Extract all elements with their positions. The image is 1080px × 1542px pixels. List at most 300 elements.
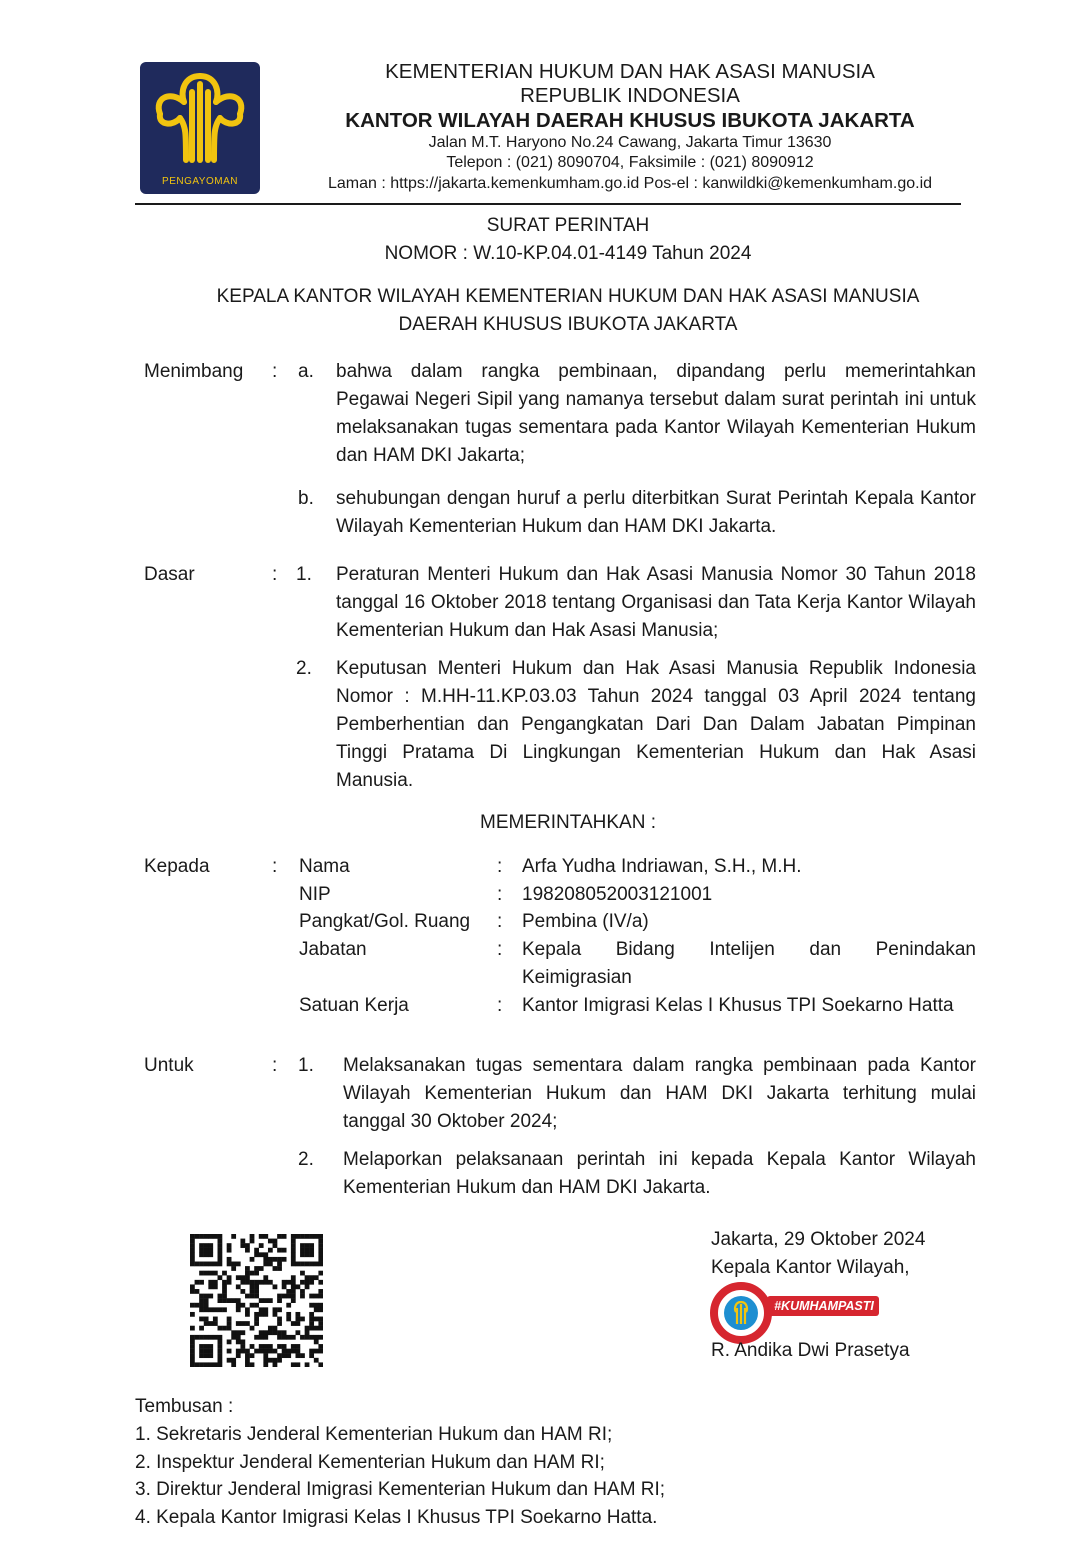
- qr-module: [314, 1326, 319, 1331]
- qr-module: [240, 1349, 245, 1354]
- qr-module: [218, 1353, 223, 1358]
- qr-module: [318, 1349, 323, 1354]
- dasar-item-1: [336, 561, 976, 645]
- qr-module: [300, 1317, 305, 1322]
- qr-module: [222, 1326, 227, 1331]
- qr-module: [309, 1262, 314, 1267]
- qr-module: [250, 1362, 255, 1367]
- qr-module: [190, 1362, 195, 1367]
- qr-module: [227, 1275, 232, 1280]
- qr-module: [268, 1349, 273, 1354]
- qr-module: [222, 1298, 227, 1303]
- qr-module: [208, 1294, 213, 1299]
- qr-module: [273, 1362, 278, 1367]
- qr-module: [213, 1271, 218, 1276]
- item-marker: 2.: [296, 658, 312, 679]
- country-name: REPUBLIK INDONESIA: [520, 84, 740, 107]
- qr-module: [318, 1294, 323, 1299]
- qr-module: [263, 1312, 268, 1317]
- item-marker: a.: [298, 361, 314, 382]
- tembusan-item: 4. Kepala Kantor Imigrasi Kelas I Khusus TPI Soekarno Hatta.: [135, 1507, 658, 1528]
- colon: :: [497, 995, 503, 1016]
- qr-module: [273, 1312, 278, 1317]
- qr-module: [204, 1307, 209, 1312]
- qr-module: [195, 1280, 200, 1285]
- qr-module: [314, 1349, 319, 1354]
- qr-module: [277, 1257, 282, 1262]
- qr-module: [305, 1262, 310, 1267]
- qr-module: [263, 1358, 268, 1363]
- text-line: Melaporkan pelaksanaan perintah ini kepada Kepala Kantor Wilayah: [343, 1149, 976, 1170]
- qr-module: [282, 1330, 287, 1335]
- qr-module: [282, 1234, 287, 1239]
- qr-module: [277, 1317, 282, 1322]
- text-line: Wilayah Kementerian Hukum dan HAM DKI Jakarta terhitung mulai: [343, 1083, 976, 1104]
- qr-module: [199, 1344, 204, 1349]
- qr-module: [305, 1248, 310, 1253]
- field-label-satuan-kerja: Satuan Kerja: [299, 995, 409, 1016]
- qr-module: [240, 1321, 245, 1326]
- qr-module: [218, 1262, 223, 1267]
- qr-module: [273, 1243, 278, 1248]
- qr-module: [286, 1294, 291, 1299]
- qr-module: [282, 1294, 287, 1299]
- qr-module: [254, 1271, 259, 1276]
- qr-module: [277, 1358, 282, 1363]
- qr-module: [190, 1289, 195, 1294]
- qr-module: [245, 1307, 250, 1312]
- qr-module: [213, 1335, 218, 1340]
- qr-module: [199, 1280, 204, 1285]
- qr-module: [190, 1344, 195, 1349]
- text-line: Kementerian Hukum dan Hak Asasi Manusia;: [336, 620, 719, 641]
- qr-module: [259, 1298, 264, 1303]
- qr-module: [208, 1349, 213, 1354]
- qr-module: [309, 1294, 314, 1299]
- qr-module: [245, 1266, 250, 1271]
- qr-module: [208, 1353, 213, 1358]
- qr-module: [291, 1252, 296, 1257]
- text-line: Peraturan Menteri Hukum dan Hak Asasi Manusia Nomor 30 Tahun 2018: [336, 564, 976, 585]
- qr-module: [240, 1344, 245, 1349]
- qr-module: [318, 1234, 323, 1239]
- item-marker: 1.: [298, 1055, 314, 1076]
- qr-module: [250, 1344, 255, 1349]
- qr-module: [231, 1330, 236, 1335]
- qr-module: [263, 1307, 268, 1312]
- colon: :: [497, 856, 503, 877]
- qr-module: [227, 1248, 232, 1253]
- qr-module: [282, 1257, 287, 1262]
- colon: :: [272, 564, 278, 585]
- qr-module: [286, 1312, 291, 1317]
- qr-module: [318, 1303, 323, 1308]
- qr-module: [254, 1335, 259, 1340]
- qr-module: [240, 1239, 245, 1244]
- item-marker: 1.: [296, 564, 312, 585]
- tembusan-item: 3. Direktur Jenderal Imigrasi Kementerian Hukum dan HAM RI;: [135, 1479, 666, 1500]
- qr-module: [282, 1353, 287, 1358]
- qr-module: [277, 1353, 282, 1358]
- qr-module: [263, 1275, 268, 1280]
- qr-module: [314, 1307, 319, 1312]
- qr-module: [227, 1243, 232, 1248]
- qr-module: [204, 1262, 209, 1267]
- qr-module: [259, 1344, 264, 1349]
- qr-module: [236, 1321, 241, 1326]
- qr-module: [195, 1303, 200, 1308]
- qr-module: [190, 1252, 195, 1257]
- qr-module: [259, 1266, 264, 1271]
- qr-module: [231, 1335, 236, 1340]
- field-value-satuan-kerja: Kantor Imigrasi Kelas I Khusus TPI Soekarno Hatta: [522, 995, 954, 1016]
- qr-module: [263, 1349, 268, 1354]
- qr-module: [227, 1298, 232, 1303]
- qr-module: [236, 1275, 241, 1280]
- qr-module: [240, 1275, 245, 1280]
- qr-module: [190, 1312, 195, 1317]
- qr-module: [254, 1284, 259, 1289]
- qr-module: [273, 1307, 278, 1312]
- qr-module: [309, 1326, 314, 1331]
- qr-module: [227, 1326, 232, 1331]
- untuk-item-2: [343, 1146, 976, 1202]
- qr-module: [204, 1252, 209, 1257]
- qr-module: [277, 1298, 282, 1303]
- qr-module: [245, 1271, 250, 1276]
- qr-module: [273, 1257, 278, 1262]
- text-line: dan HAM DKI Jakarta;: [336, 445, 526, 466]
- qr-module: [218, 1294, 223, 1299]
- qr-module: [291, 1289, 296, 1294]
- qr-module: [227, 1317, 232, 1322]
- qr-module: [309, 1252, 314, 1257]
- text-line: tanggal 30 Oktober 2024;: [343, 1111, 558, 1132]
- signature-position: Kepala Kantor Wilayah,: [711, 1257, 910, 1278]
- qr-module: [199, 1303, 204, 1308]
- qr-module: [204, 1271, 209, 1276]
- qr-module: [190, 1248, 195, 1253]
- qr-module: [295, 1330, 300, 1335]
- stamp-caption: #KUMHAMPASTI: [774, 1299, 874, 1313]
- qr-module: [204, 1294, 209, 1299]
- qr-module: [218, 1339, 223, 1344]
- qr-module: [254, 1252, 259, 1257]
- text-line: Melaksanakan tugas sementara dalam rangka pembinaan pada Kantor: [343, 1055, 976, 1076]
- tembusan-item: 1. Sekretaris Jenderal Kementerian Hukum dan HAM RI;: [135, 1424, 613, 1445]
- qr-module: [231, 1362, 236, 1367]
- qr-module: [318, 1317, 323, 1322]
- qr-module: [300, 1243, 305, 1248]
- colon: :: [497, 884, 503, 905]
- qr-module: [227, 1339, 232, 1344]
- qr-module: [309, 1312, 314, 1317]
- qr-module: [295, 1344, 300, 1349]
- section-label-dasar: Dasar: [144, 564, 195, 585]
- qr-module: [227, 1321, 232, 1326]
- qr-module: [291, 1257, 296, 1262]
- qr-module: [263, 1262, 268, 1267]
- qr-module: [208, 1262, 213, 1267]
- qr-module: [208, 1248, 213, 1253]
- qr-module: [273, 1239, 278, 1244]
- section-label-untuk: Untuk: [144, 1055, 194, 1076]
- qr-module: [309, 1243, 314, 1248]
- qr-module: [318, 1335, 323, 1340]
- memerintahkan-heading: MEMERINTAHKAN :: [480, 812, 656, 833]
- qr-module: [263, 1335, 268, 1340]
- qr-module: [208, 1234, 213, 1239]
- qr-module: [268, 1257, 273, 1262]
- qr-module: [218, 1248, 223, 1253]
- qr-module: [222, 1280, 227, 1285]
- qr-module: [314, 1303, 319, 1308]
- qr-module: [318, 1289, 323, 1294]
- qr-module: [318, 1326, 323, 1331]
- qr-module: [268, 1239, 273, 1244]
- text-line: melaksanakan tugas sementara pada Kantor Wilayah Kementerian Hukum: [336, 417, 976, 438]
- qr-module: [295, 1262, 300, 1267]
- qr-module: [199, 1262, 204, 1267]
- qr-module: [273, 1349, 278, 1354]
- qr-module: [236, 1353, 241, 1358]
- qr-module: [291, 1335, 296, 1340]
- qr-module: [273, 1266, 278, 1271]
- qr-module: [231, 1266, 236, 1271]
- qr-module: [318, 1271, 323, 1276]
- qr-module: [199, 1298, 204, 1303]
- qr-module: [305, 1234, 310, 1239]
- qr-module: [314, 1234, 319, 1239]
- text-line: Keputusan Menteri Hukum dan Hak Asasi Manusia Republik Indonesia: [336, 658, 976, 679]
- qr-module: [208, 1344, 213, 1349]
- qr-module: [295, 1349, 300, 1354]
- qr-module: [295, 1312, 300, 1317]
- qr-module: [213, 1262, 218, 1267]
- qr-module: [204, 1321, 209, 1326]
- qr-module: [250, 1271, 255, 1276]
- qr-module: [208, 1280, 213, 1285]
- qr-module: [254, 1280, 259, 1285]
- office-web-email: Laman : https://jakarta.kemenkumham.go.id Pos-el : kanwildki@kemenkumham.go.id: [327, 175, 933, 192]
- qr-module: [245, 1312, 250, 1317]
- qr-module: [282, 1248, 287, 1253]
- qr-module: [300, 1252, 305, 1257]
- qr-module: [204, 1248, 209, 1253]
- qr-module: [218, 1234, 223, 1239]
- qr-module: [282, 1344, 287, 1349]
- qr-module: [245, 1321, 250, 1326]
- qr-module: [218, 1358, 223, 1363]
- qr-module: [305, 1330, 310, 1335]
- qr-module: [204, 1362, 209, 1367]
- qr-module: [250, 1303, 255, 1308]
- qr-module: [254, 1289, 259, 1294]
- qr-module: [273, 1330, 278, 1335]
- qr-module: [213, 1284, 218, 1289]
- signature-place-date: Jakarta, 29 Oktober 2024: [711, 1229, 926, 1250]
- qr-module: [250, 1239, 255, 1244]
- qr-module: [250, 1280, 255, 1285]
- qr-module: [291, 1248, 296, 1253]
- qr-module: [263, 1353, 268, 1358]
- qr-module: [254, 1294, 259, 1299]
- qr-module: [213, 1280, 218, 1285]
- qr-module: [268, 1358, 273, 1363]
- office-name: KANTOR WILAYAH DAERAH KHUSUS IBUKOTA JAKARTA: [345, 109, 915, 132]
- qr-module: [236, 1307, 241, 1312]
- text-line: tanggal 16 Oktober 2018 tentang Organisasi dan Tata Kerja Kantor Wilayah: [336, 592, 976, 613]
- qr-module: [218, 1362, 223, 1367]
- qr-module: [245, 1362, 250, 1367]
- qr-module: [309, 1248, 314, 1253]
- qr-module: [250, 1234, 255, 1239]
- qr-module: [218, 1239, 223, 1244]
- qr-module: [309, 1321, 314, 1326]
- qr-module: [305, 1284, 310, 1289]
- qr-module: [295, 1362, 300, 1367]
- qr-module: [240, 1289, 245, 1294]
- qr-module: [291, 1349, 296, 1354]
- qr-module: [314, 1335, 319, 1340]
- qr-module: [204, 1344, 209, 1349]
- qr-module: [190, 1335, 195, 1340]
- qr-module: [190, 1339, 195, 1344]
- office-phone: Telepon : (021) 8090704, Faksimile : (021) 8090912: [446, 154, 814, 171]
- qr-module: [236, 1284, 241, 1289]
- qr-module: [309, 1353, 314, 1358]
- qr-module: [245, 1243, 250, 1248]
- qr-module: [208, 1252, 213, 1257]
- qr-module: [222, 1307, 227, 1312]
- qr-module: [277, 1234, 282, 1239]
- qr-module: [259, 1349, 264, 1354]
- qr-module: [199, 1362, 204, 1367]
- issuer-line-2: DAERAH KHUSUS IBUKOTA JAKARTA: [398, 314, 738, 335]
- qr-module: [282, 1335, 287, 1340]
- qr-module: [227, 1280, 232, 1285]
- colon: :: [497, 911, 503, 932]
- qr-module: [204, 1298, 209, 1303]
- qr-module: [199, 1248, 204, 1253]
- qr-module: [277, 1330, 282, 1335]
- document-number: NOMOR : W.10-KP.04.01-4149 Tahun 2024: [384, 243, 752, 264]
- qr-module: [190, 1326, 195, 1331]
- letterhead-divider: [135, 203, 961, 205]
- qr-module: [218, 1335, 223, 1340]
- qr-module: [236, 1303, 241, 1308]
- text-line: Pegawai Negeri Sipil yang namanya tersebut dalam surat perintah ini untuk: [336, 389, 976, 410]
- qr-module: [268, 1298, 273, 1303]
- qr-module: [291, 1362, 296, 1367]
- logo-caption: PENGAYOMAN: [162, 176, 238, 187]
- qr-module: [291, 1298, 296, 1303]
- qr-module: [218, 1257, 223, 1262]
- qr-module: [291, 1239, 296, 1244]
- field-value-pangkat: Pembina (IV/a): [522, 911, 649, 932]
- qr-module: [300, 1262, 305, 1267]
- qr-module: [199, 1335, 204, 1340]
- qr-module: [240, 1280, 245, 1285]
- qr-module: [218, 1252, 223, 1257]
- qr-module: [208, 1271, 213, 1276]
- qr-module: [286, 1349, 291, 1354]
- qr-module: [300, 1234, 305, 1239]
- qr-module: [318, 1239, 323, 1244]
- qr-module: [263, 1330, 268, 1335]
- qr-module: [318, 1243, 323, 1248]
- item-marker: b.: [298, 488, 314, 509]
- qr-module: [295, 1321, 300, 1326]
- qr-module: [291, 1294, 296, 1299]
- qr-module: [236, 1298, 241, 1303]
- qr-module: [268, 1326, 273, 1331]
- qr-module: [314, 1317, 319, 1322]
- qr-module: [213, 1321, 218, 1326]
- qr-module: [268, 1344, 273, 1349]
- qr-module: [305, 1252, 310, 1257]
- qr-module: [190, 1234, 195, 1239]
- qr-module: [254, 1317, 259, 1322]
- section-label-kepada: Kepada: [144, 856, 210, 877]
- qr-module: [208, 1307, 213, 1312]
- qr-module: [314, 1294, 319, 1299]
- qr-module: [199, 1243, 204, 1248]
- qr-module: [231, 1298, 236, 1303]
- qr-module: [199, 1353, 204, 1358]
- qr-module: [199, 1234, 204, 1239]
- field-value-nama: Arfa Yudha Indriawan, S.H., M.H.: [522, 856, 802, 877]
- qr-module: [218, 1298, 223, 1303]
- dasar-item-2: [336, 655, 976, 795]
- qr-module: [199, 1326, 204, 1331]
- qr-module: [273, 1358, 278, 1363]
- item-marker: 2.: [298, 1149, 314, 1170]
- qr-module: [291, 1321, 296, 1326]
- electronic-signature-stamp: [709, 1282, 925, 1344]
- qr-module: [236, 1339, 241, 1344]
- qr-module: [291, 1275, 296, 1280]
- text-line: Wilayah Kementerian Hukum dan HAM DKI Jakarta.: [336, 516, 777, 537]
- colon: :: [272, 361, 278, 382]
- qr-module: [222, 1271, 227, 1276]
- qr-module: [277, 1262, 282, 1267]
- signatory-name: R. Andika Dwi Prasetya: [711, 1340, 910, 1361]
- qr-module: [218, 1349, 223, 1354]
- qr-module: [222, 1289, 227, 1294]
- qr-module: [263, 1280, 268, 1285]
- qr-module: [213, 1234, 218, 1239]
- qr-module: [314, 1358, 319, 1363]
- qr-module: [263, 1252, 268, 1257]
- qr-module: [300, 1289, 305, 1294]
- qr-module: [305, 1335, 310, 1340]
- qr-module: [204, 1335, 209, 1340]
- field-value-jabatan: Kepala Bidang Intelijen dan Penindakan: [522, 939, 976, 960]
- qr-module: [208, 1284, 213, 1289]
- qr-module: [259, 1307, 264, 1312]
- qr-module: [282, 1280, 287, 1285]
- qr-module: [199, 1271, 204, 1276]
- qr-module: [318, 1257, 323, 1262]
- qr-module: [300, 1294, 305, 1299]
- qr-module: [245, 1248, 250, 1253]
- qr-module: [259, 1234, 264, 1239]
- qr-module: [236, 1349, 241, 1354]
- qr-module: [263, 1344, 268, 1349]
- qr-module: [195, 1234, 200, 1239]
- text-line: Nomor : M.HH-11.KP.03.03 Tahun 2024 tanggal 03 April 2024 tentang: [336, 686, 976, 707]
